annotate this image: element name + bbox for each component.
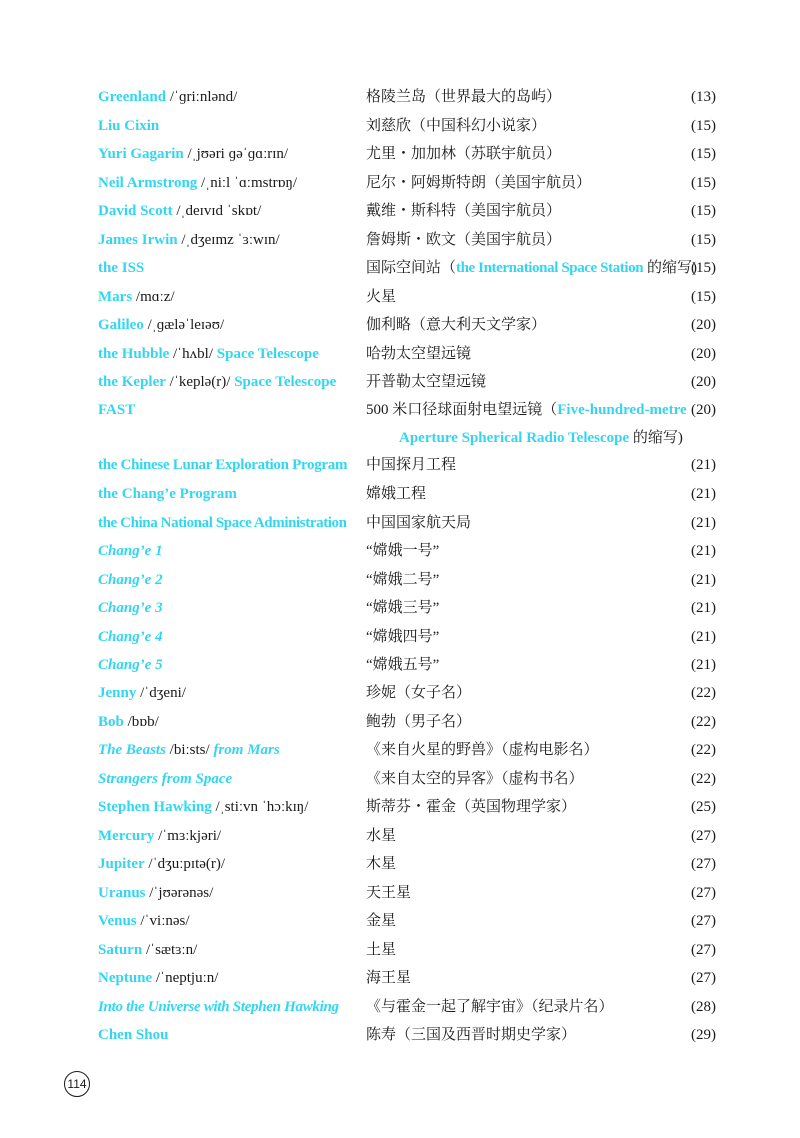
term-page: (25) [691, 799, 716, 815]
term-ipa: /mɑːz/ [135, 289, 175, 305]
page-number: 114 [64, 1071, 90, 1097]
term-cn: 国际空间站（ [366, 260, 457, 276]
term-ipa: /ˈviːnəs/ [140, 913, 190, 929]
term-en: Stephen Hawking [98, 799, 212, 815]
list-item [98, 795, 716, 819]
term-en: Chang’e 4 [98, 629, 163, 645]
term-page: (28) [691, 999, 716, 1015]
term-ipa: /biːsts/ [169, 742, 210, 758]
list-item [98, 313, 716, 337]
list-item [98, 938, 716, 962]
term-en: Neptune [98, 970, 153, 986]
term-en: Mars [98, 289, 133, 305]
term-cn: 珍妮（女子名） [366, 685, 472, 701]
term-en: Jenny [98, 685, 137, 701]
term-page: (15) [691, 175, 716, 191]
list-item [98, 398, 716, 422]
term-page: (15) [691, 232, 716, 248]
term-cn: 中国国家航天局 [366, 515, 472, 531]
term-cn: “嫦娥四号” [366, 629, 440, 645]
term-cn: 斯蒂芬・霍金（英国物理学家） [366, 799, 577, 815]
term-ipa: /ˈkeplə(r)/ [169, 374, 231, 390]
term-page: (27) [691, 856, 716, 872]
term-en: FAST [98, 402, 136, 418]
term-en: Liu Cixin [98, 118, 160, 134]
term-page: (21) [691, 543, 716, 559]
term-ipa: /ˈdʒeni/ [140, 685, 186, 701]
term-page: (21) [691, 515, 716, 531]
term-en: Chang’e 3 [98, 600, 163, 616]
term-en-suffix: Space Telescope [234, 374, 337, 390]
term-page: (21) [691, 629, 716, 645]
list-item [98, 995, 716, 1019]
term-page: (21) [691, 457, 716, 473]
term-page: (20) [691, 317, 716, 333]
term-cn: 水星 [366, 828, 397, 844]
term-en: Uranus [98, 885, 146, 901]
term-page: (20) [691, 402, 716, 418]
list-item [98, 114, 716, 138]
term-cn: 开普勒太空望远镜 [366, 374, 487, 390]
term-en: Chang’e 5 [98, 657, 163, 673]
term-ipa: /ˈneptjuːn/ [155, 970, 219, 986]
term-cn: “嫦娥一号” [366, 543, 440, 559]
list-item [98, 171, 716, 195]
term-cn: 詹姆斯・欧文（美国宇航员） [366, 232, 562, 248]
term-en: Saturn [98, 942, 143, 958]
term-page: (15) [691, 260, 716, 276]
term-en: Galileo [98, 317, 144, 333]
term-cn: “嫦娥二号” [366, 572, 440, 588]
term-cn: 火星 [366, 289, 397, 305]
term-page: (15) [691, 289, 716, 305]
list-item [98, 909, 716, 933]
term-ipa: /ˌstiːvn ˈhɔːkɪŋ/ [215, 799, 309, 815]
term-cn: 天王星 [366, 885, 412, 901]
term-page: (20) [691, 346, 716, 362]
term-cn: 500 米口径球面射电望远镜（ [366, 402, 558, 418]
term-ipa: /ˈsætɜːn/ [145, 942, 198, 958]
term-en: Mercury [98, 828, 155, 844]
term-page: (22) [691, 685, 716, 701]
list-item [98, 228, 716, 252]
term-ipa: /ˌdeɪvɪd ˈskɒt/ [176, 203, 262, 219]
term-en: Venus [98, 913, 137, 929]
term-page: (15) [691, 203, 716, 219]
term-page: (27) [691, 913, 716, 929]
term-en: Chang’e 2 [98, 572, 163, 588]
term-page: (13) [691, 89, 716, 105]
term-page: (21) [691, 600, 716, 616]
term-cn: 戴维・斯科特（美国宇航员） [366, 203, 562, 219]
term-page: (27) [691, 885, 716, 901]
list-item [98, 342, 716, 366]
term-cn: 鲍勃（男子名） [366, 714, 472, 730]
term-cn: 《与霍金一起了解宇宙》（纪录片名） [366, 999, 614, 1015]
term-cn: 海王星 [366, 970, 412, 986]
term-en: Bob [98, 714, 124, 730]
term-en: the Kepler [98, 374, 166, 390]
term-ipa: /ˈɡriːnlənd/ [169, 89, 238, 105]
term-cn: 刘慈欣（中国科幻小说家） [366, 118, 547, 134]
term-cn: 土星 [366, 942, 397, 958]
term-cn: 《来自太空的异客》（虚构书名） [366, 771, 584, 787]
term-cn-suffix: 的缩写) [643, 260, 697, 276]
list-item [98, 881, 716, 905]
term-page: (15) [691, 118, 716, 134]
term-cn: 金星 [366, 913, 397, 929]
fast-continuation [399, 426, 683, 450]
list-item [98, 625, 716, 649]
term-ipa: /ˈhʌbl/ [173, 346, 214, 362]
term-en: David Scott [98, 203, 173, 219]
list-item [98, 256, 716, 280]
term-page: (27) [691, 970, 716, 986]
term-en: Greenland [98, 89, 167, 105]
term-cn-english: Five-hundred-metre [557, 402, 687, 418]
term-cn-suffix: 的缩写) [629, 430, 683, 446]
term-en: the ISS [98, 260, 145, 276]
list-item [98, 568, 716, 592]
term-ipa: /ˈmɜːkjəri/ [158, 828, 222, 844]
term-en: Yuri Gagarin [98, 146, 184, 162]
term-page: (15) [691, 146, 716, 162]
list-item [98, 199, 716, 223]
term-cn-english: the International Space Station [456, 260, 644, 276]
term-cn: 格陵兰岛（世界最大的岛屿） [366, 89, 562, 105]
term-en: the China National Space Administration [98, 515, 347, 531]
term-en-suffix: from Mars [213, 742, 280, 758]
term-page: (21) [691, 572, 716, 588]
term-en: the Chang’e Program [98, 486, 237, 502]
term-ipa: /ˌjʊəri ɡəˈɡɑːrɪn/ [187, 146, 289, 162]
list-item [98, 824, 716, 848]
term-cn: 嫦娥工程 [366, 486, 427, 502]
term-en: The Beasts [98, 742, 166, 758]
term-en: Into the Universe with Stephen Hawking [98, 999, 339, 1015]
term-en: Strangers from Space [98, 771, 233, 787]
term-ipa: /ˌniːl ˈɑːmstrɒŋ/ [201, 175, 298, 191]
term-ipa: /bɒb/ [127, 714, 159, 730]
list-item [98, 596, 716, 620]
term-cn: 陈寿（三国及西晋时期史学家） [366, 1027, 577, 1043]
list-item [98, 852, 716, 876]
list-item [98, 539, 716, 563]
term-en: the Hubble [98, 346, 170, 362]
term-page: (22) [691, 714, 716, 730]
term-ipa: /ˌɡæləˈleɪəʊ/ [147, 317, 225, 333]
list-item [98, 453, 716, 477]
list-item [98, 85, 716, 109]
list-item [98, 511, 716, 535]
list-item [98, 482, 716, 506]
list-item [98, 653, 716, 677]
term-ipa: /ˈdʒuːpɪtə(r)/ [148, 856, 226, 872]
term-en: Chen Shou [98, 1027, 169, 1043]
list-item [98, 370, 716, 394]
term-cn-english: Aperture Spherical Radio Telescope [399, 430, 630, 446]
term-en: James Irwin [98, 232, 178, 248]
term-page: (21) [691, 486, 716, 502]
term-ipa: /ˈjʊərənəs/ [149, 885, 214, 901]
term-cn: 尤里・加加林（苏联宇航员） [366, 146, 562, 162]
term-cn: 伽利略（意大利天文学家） [366, 317, 547, 333]
term-cn: “嫦娥五号” [366, 657, 440, 673]
term-en: Neil Armstrong [98, 175, 198, 191]
list-item [98, 285, 716, 309]
term-cn: 《来自火星的野兽》（虚构电影名） [366, 742, 599, 758]
term-cn: 尼尔・阿姆斯特朗（美国宇航员） [366, 175, 592, 191]
term-cn: 哈勃太空望远镜 [366, 346, 472, 362]
term-page: (22) [691, 742, 716, 758]
term-cn: “嫦娥三号” [366, 600, 440, 616]
term-page: (22) [691, 771, 716, 787]
term-cn: 木星 [366, 856, 397, 872]
term-page: (20) [691, 374, 716, 390]
list-item [98, 966, 716, 990]
list-item [98, 767, 716, 791]
term-en: the Chinese Lunar Exploration Program [98, 457, 348, 473]
term-en-suffix: Space Telescope [216, 346, 319, 362]
term-page: (29) [691, 1027, 716, 1043]
list-item [98, 142, 716, 166]
list-item [98, 681, 716, 705]
term-page: (21) [691, 657, 716, 673]
term-en: Chang’e 1 [98, 543, 163, 559]
term-en: Jupiter [98, 856, 145, 872]
term-page: (27) [691, 942, 716, 958]
term-ipa: /ˌdʒeɪmz ˈɜːwɪn/ [181, 232, 280, 248]
list-item [98, 738, 716, 762]
term-cn: 中国探月工程 [366, 457, 457, 473]
term-page: (27) [691, 828, 716, 844]
list-item [98, 1023, 716, 1047]
list-item [98, 710, 716, 734]
